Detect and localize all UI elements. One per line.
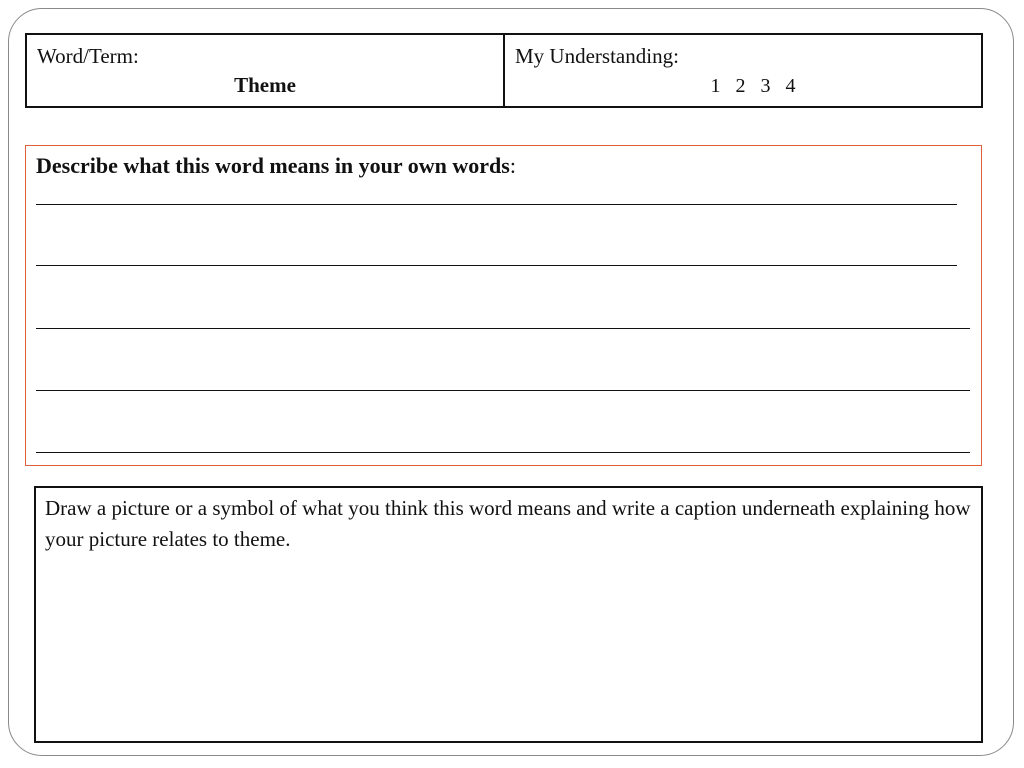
word-term-label: Word/Term: bbox=[37, 44, 139, 68]
word-term-cell bbox=[27, 35, 505, 106]
writing-line-2[interactable] bbox=[36, 265, 957, 266]
writing-line-3[interactable] bbox=[36, 328, 970, 329]
writing-line-5[interactable] bbox=[36, 452, 970, 453]
scale-option-1[interactable]: 1 bbox=[710, 75, 721, 97]
describe-box bbox=[25, 145, 982, 466]
understanding-label: My Understanding: bbox=[515, 44, 679, 68]
scale-option-2[interactable]: 2 bbox=[735, 75, 746, 97]
understanding-scale bbox=[515, 73, 971, 99]
writing-line-1[interactable] bbox=[36, 204, 957, 205]
term-value: Theme bbox=[234, 73, 296, 97]
header-table bbox=[25, 33, 983, 108]
describe-heading-suffix: : bbox=[509, 153, 516, 178]
understanding-cell bbox=[505, 35, 981, 106]
scale-option-3[interactable]: 3 bbox=[760, 75, 771, 97]
describe-heading-bold: Describe what this word means in your own words bbox=[36, 153, 510, 178]
scale-option-4[interactable]: 4 bbox=[785, 75, 796, 97]
draw-box[interactable] bbox=[34, 486, 983, 743]
draw-instructions: Draw a picture or a symbol of what you think this word means and write a caption underneath explaining how your picture relates to theme. bbox=[45, 496, 971, 551]
writing-line-4[interactable] bbox=[36, 390, 970, 391]
describe-heading bbox=[36, 151, 971, 181]
